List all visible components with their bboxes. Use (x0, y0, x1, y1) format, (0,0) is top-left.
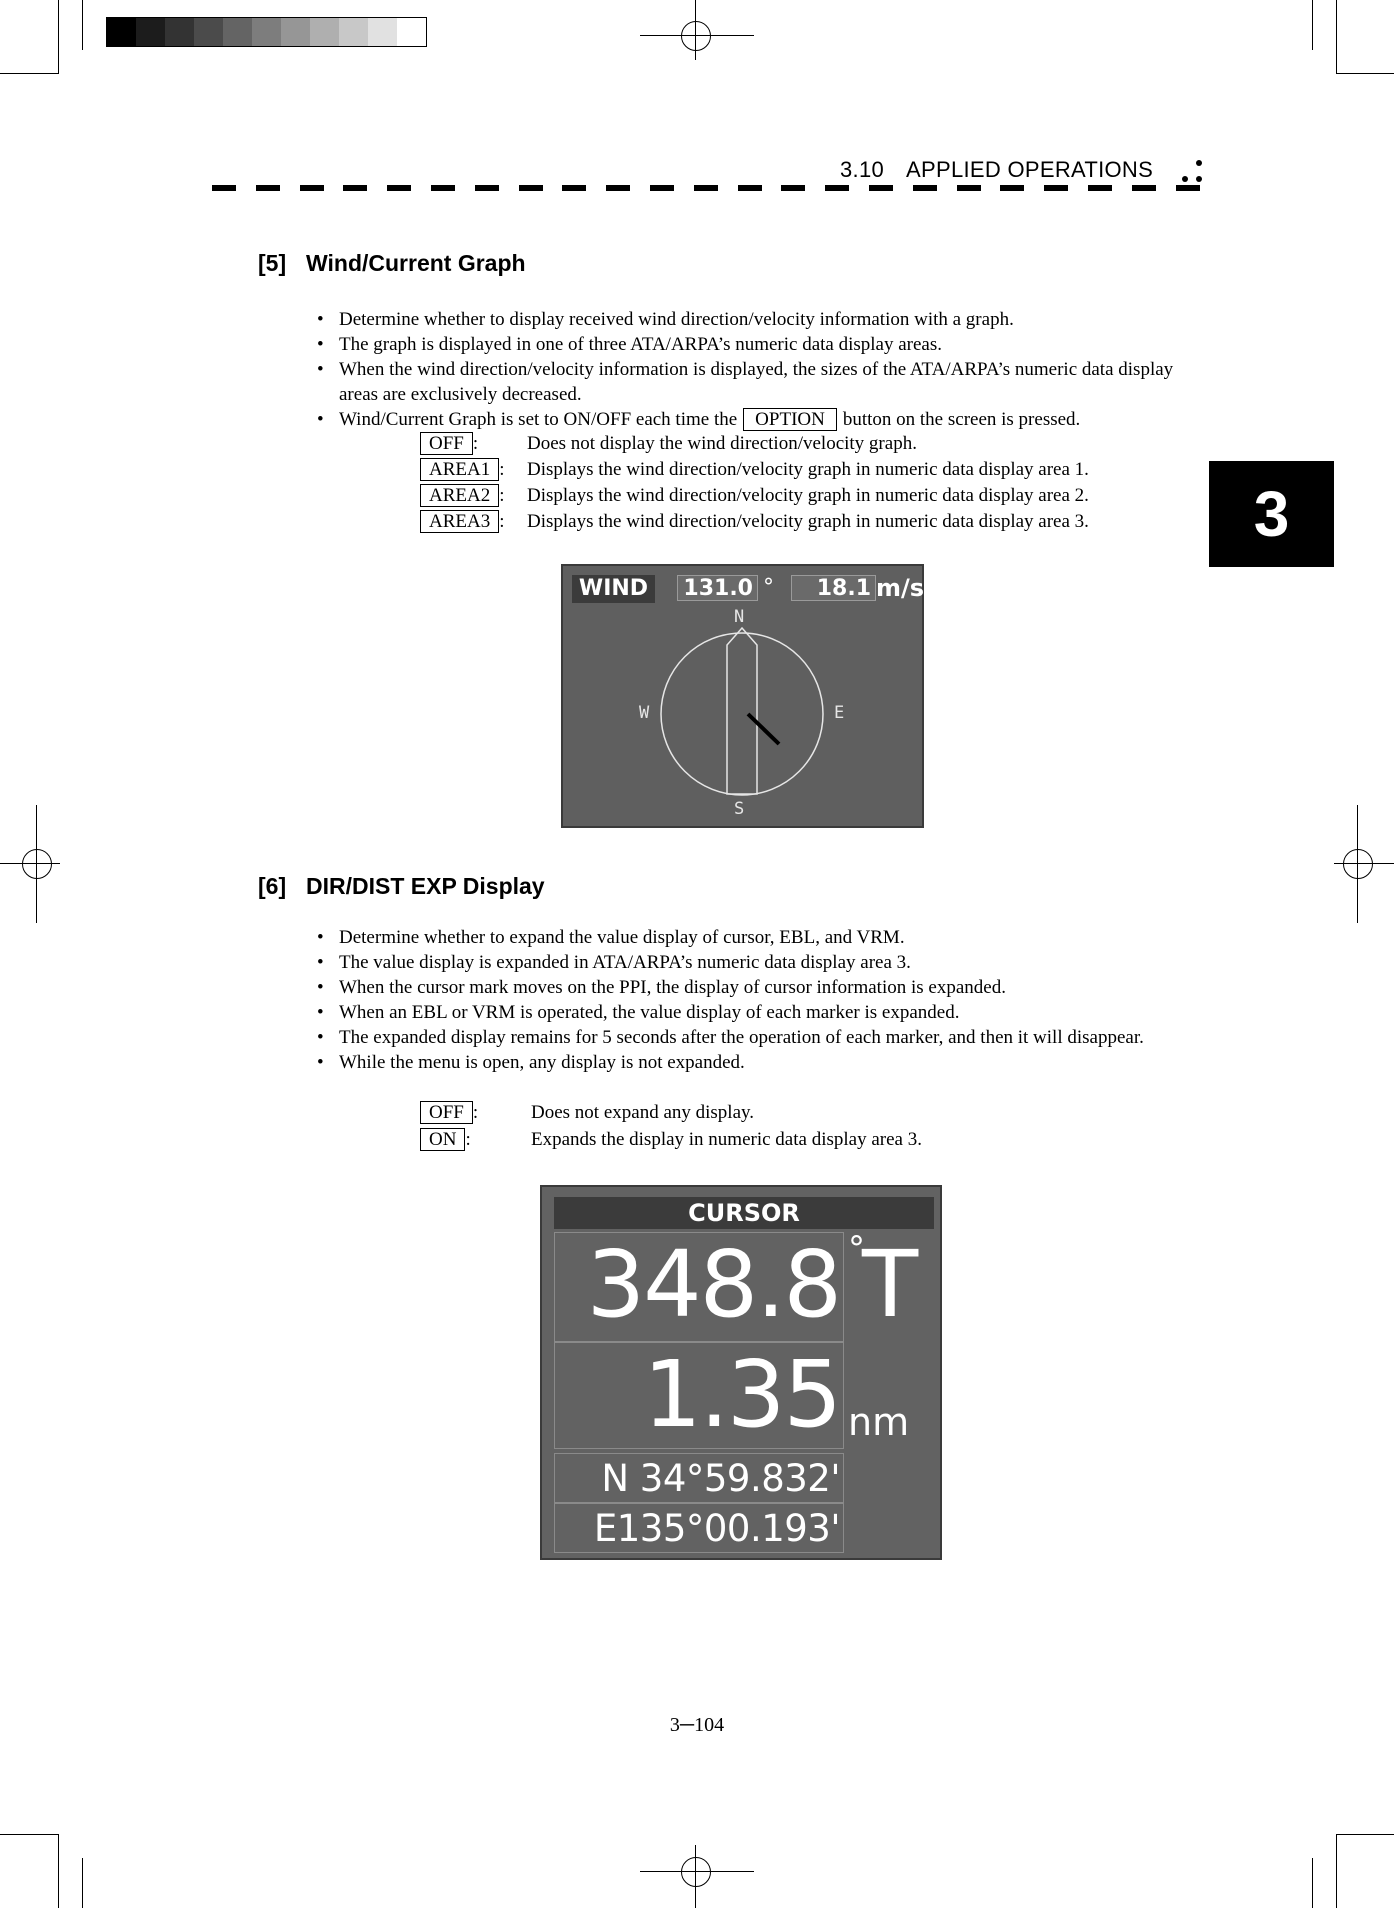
wind-speed-value: 18.1 (791, 575, 876, 601)
dash-segment (957, 185, 981, 191)
gray-swatch (281, 18, 310, 46)
gray-swatch (223, 18, 252, 46)
dash-segment (343, 185, 367, 191)
gray-swatch (165, 18, 194, 46)
section-title: Wind/Current Graph (306, 250, 526, 276)
gray-swatch (368, 18, 397, 46)
section-number: [6] (258, 873, 287, 899)
toggle-text: button on the screen is pressed. (842, 409, 1081, 430)
dash-segment (1132, 185, 1156, 191)
option-desc: Displays the wind direction/velocity graph in numeric data display area 1. (527, 459, 1089, 480)
own-ship-outline (727, 628, 757, 794)
compass-ring (661, 633, 823, 795)
distance-value: 1.35 (643, 1341, 840, 1448)
section-heading-dir-dist-exp (258, 873, 545, 900)
dash-segment (212, 185, 236, 191)
page-number: 3─104 (669, 1714, 725, 1736)
degree-symbol: ° (763, 575, 774, 600)
longitude-value: E135°00.193' (593, 1507, 840, 1550)
dash-segment (1000, 185, 1024, 191)
wind-label: WIND (572, 575, 655, 603)
gray-swatch (107, 18, 136, 46)
dash-segment (825, 185, 849, 191)
header-dashed-rule (212, 185, 1202, 191)
list-item: • Determine whether to expand the value display of cursor, EBL, and VRM. (317, 925, 1197, 950)
list-item: • Determine whether to display received wind direction/velocity information with a graph. (317, 307, 1197, 332)
header-title: APPLIED OPERATIONS (906, 157, 1154, 182)
list-item: • The graph is displayed in one of three ATA/ARPA’s numeric data display areas. (317, 332, 1197, 357)
dash-segment (431, 185, 455, 191)
dash-segment (519, 185, 543, 191)
option-row: AREA3 : (420, 510, 505, 534)
compass-south-label: S (734, 799, 745, 819)
list-item: • When the wind direction/velocity information is displayed, the sizes of the ATA/ARPA’s numeric data display areas are exclusively decreased. (317, 357, 1197, 407)
option-desc: Expands the display in numeric data display area 3. (531, 1129, 922, 1150)
list-item: • When the cursor mark moves on the PPI, the display of cursor information is expanded. (317, 975, 1197, 1000)
option-desc: Does not display the wind direction/velocity graph. (527, 433, 917, 454)
cursor-expanded-display-figure (540, 1185, 942, 1560)
dash-segment (913, 185, 937, 191)
dash-segment (650, 185, 674, 191)
section-title: DIR/DIST EXP Display (306, 873, 545, 899)
bearing-value: 348.8 (586, 1231, 840, 1338)
option-key: OFF (420, 1101, 473, 1124)
bearing-reference: T (862, 1231, 919, 1338)
gray-swatch (310, 18, 339, 46)
wind-compass (563, 566, 925, 826)
distance-unit: nm (848, 1400, 910, 1444)
option-row: AREA1 : (420, 458, 505, 482)
dash-segment (1088, 185, 1112, 191)
running-header (840, 157, 1153, 183)
compass-east-label: E (834, 703, 845, 723)
dash-segment (781, 185, 805, 191)
option-desc: Displays the wind direction/velocity graph in numeric data display area 3. (527, 511, 1089, 532)
compass-west-label: W (639, 703, 650, 723)
dash-segment (1044, 185, 1068, 191)
option-row: OFF : (420, 432, 478, 456)
option-key: OFF (420, 432, 473, 455)
header-dot (1196, 176, 1202, 182)
gray-swatch (136, 18, 165, 46)
option-key: AREA1 (420, 458, 499, 481)
chapter-tab: 3 (1209, 461, 1334, 567)
list-item: • The value display is expanded in ATA/ARPA’s numeric data display area 3. (317, 950, 1197, 975)
option-desc: Displays the wind direction/velocity graph in numeric data display area 2. (527, 485, 1089, 506)
grayscale-calibration-strip (106, 17, 427, 47)
wind-bullet-list (317, 307, 1197, 432)
cursor-title: CURSOR (554, 1197, 934, 1229)
dash-segment (694, 185, 718, 191)
dash-segment (256, 185, 280, 191)
list-item (317, 407, 1197, 432)
option-desc: Does not expand any display. (531, 1102, 755, 1123)
wind-graph-figure (561, 564, 924, 828)
dash-segment (1176, 185, 1200, 191)
wind-direction-value: 131.0 (677, 575, 758, 601)
header-dot (1196, 160, 1202, 166)
dir-dist-bullet-list (317, 925, 1197, 1075)
option-row: ON : (420, 1128, 471, 1152)
dash-segment (300, 185, 324, 191)
dash-segment (562, 185, 586, 191)
option-key: AREA3 (420, 510, 499, 533)
dash-segment (475, 185, 499, 191)
header-section-number: 3.10 (840, 157, 885, 182)
bearing-degree-symbol: ° (848, 1229, 865, 1269)
option-key: ON (420, 1128, 465, 1151)
gray-swatch (252, 18, 281, 46)
option-button-label: OPTION (743, 408, 837, 431)
dash-segment (606, 185, 630, 191)
list-item: • While the menu is open, any display is not expanded. (317, 1050, 1197, 1075)
list-item: • When an EBL or VRM is operated, the value display of each marker is expanded. (317, 1000, 1197, 1025)
gray-swatch (397, 18, 426, 46)
compass-north-label: N (734, 607, 745, 627)
section-number: [5] (258, 250, 287, 276)
toggle-text: Wind/Current Graph is set to ON/OFF each time the (339, 409, 738, 430)
dash-segment (869, 185, 893, 191)
option-row: AREA2 : (420, 484, 505, 508)
dash-segment (387, 185, 411, 191)
gray-swatch (339, 18, 368, 46)
dash-segment (738, 185, 762, 191)
option-row: OFF : (420, 1101, 478, 1125)
wind-needle (748, 714, 779, 744)
option-key: AREA2 (420, 484, 499, 507)
list-item: • The expanded display remains for 5 seconds after the operation of each marker, and then it will disappear. (317, 1025, 1197, 1050)
gray-swatch (194, 18, 223, 46)
latitude-value: N 34°59.832' (601, 1457, 840, 1500)
wind-speed-unit: m/s (876, 574, 925, 602)
section-heading-wind-current-graph (258, 250, 526, 277)
header-dot (1182, 176, 1188, 182)
